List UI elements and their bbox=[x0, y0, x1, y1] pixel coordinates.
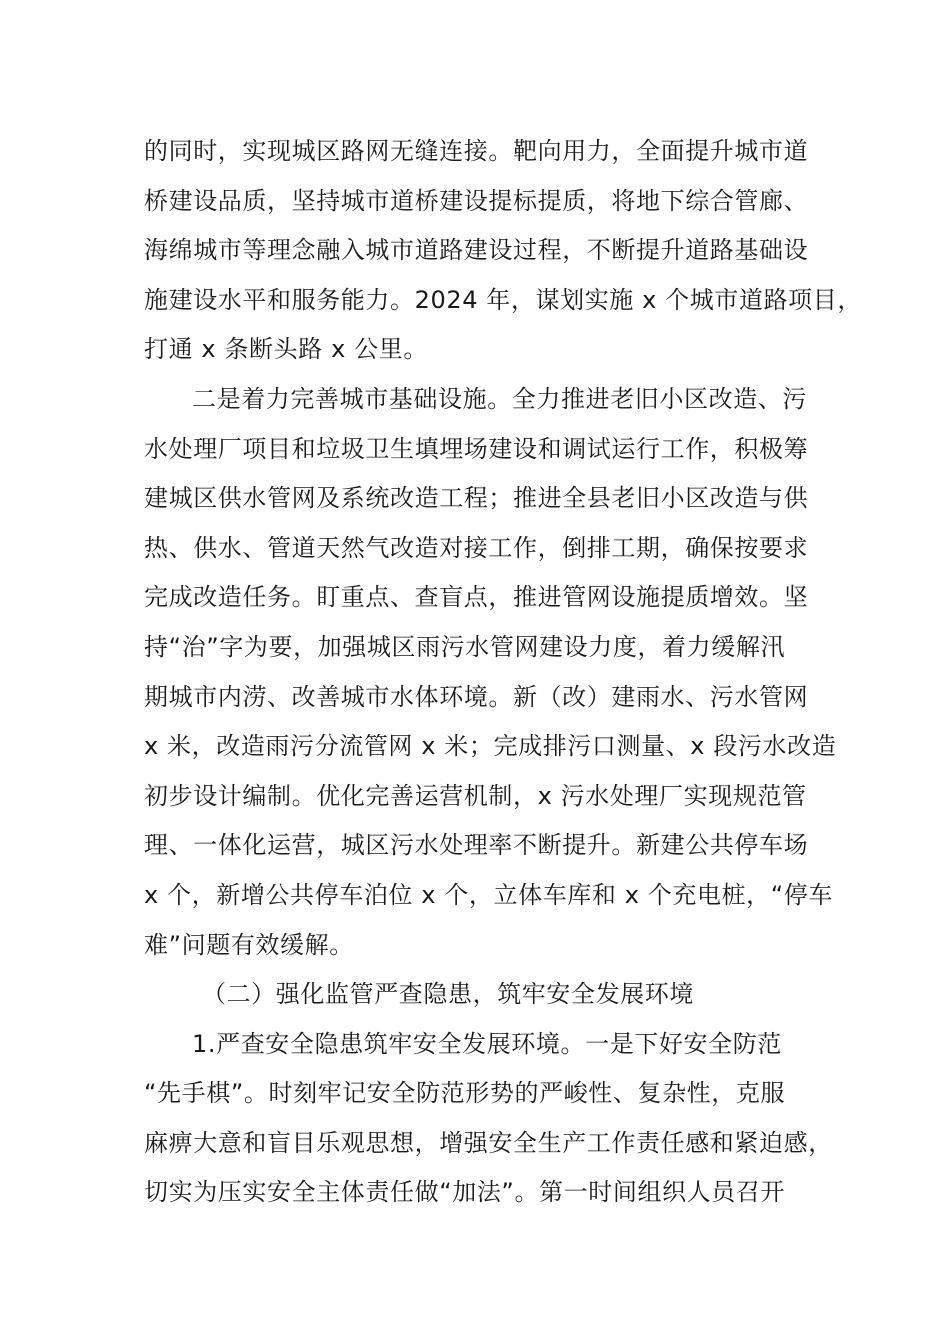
body-line-10: 完成改造任务。盯重点、查盲点，推进管网设施提质增效。坚 bbox=[144, 583, 809, 612]
body-line-16: x 个，新增公共停车泊位 x 个，立体车库和 x 个充电桩，“停车 bbox=[144, 880, 833, 909]
body-line-21: 麻痹大意和盲目乐观思想，增强安全生产工作责任感和紧迫感， bbox=[144, 1128, 833, 1157]
document-body bbox=[144, 127, 862, 1218]
body-line-7: 水处理厂项目和垃圾卫生填埋场建设和调试运行工作，积极筹 bbox=[144, 434, 809, 463]
body-line-13: x 米，改造雨污分流管网 x 米；完成排污口测量、x 段污水改造 bbox=[144, 732, 837, 761]
body-line-1: 的同时，实现城区路网无缝连接。靶向用力，全面提升城市道 bbox=[144, 137, 809, 165]
body-line-19: 1.严查安全隐患筑牢安全发展环境。一是下好安全防范 bbox=[192, 1029, 782, 1058]
body-line-20: “先手棋”。时刻牢记安全防范形势的严峻性、复杂性，克服 bbox=[144, 1079, 786, 1108]
body-line-11: 持“治”字为要，加强城区雨污水管网建设力度，着力缓解汛 bbox=[144, 632, 786, 661]
body-line-8: 建城区供水管网及系统改造工程；推进全县老旧小区改造与供 bbox=[144, 484, 809, 513]
body-line-2: 桥建设品质，坚持城市道桥建设提标提质，将地下综合管廊、 bbox=[144, 186, 809, 215]
body-line-5: 打通 x 条断头路 x 公里。 bbox=[144, 335, 428, 364]
body-line-4: 施建设水平和服务能力。2024 年，谋划实施 x 个城市道路项目， bbox=[144, 285, 862, 314]
body-line-15: 理、一体化运营，城区污水处理率不断提升。新建公共停车场 bbox=[144, 831, 809, 860]
body-line-6: 二是着力完善城市基础设施。全力推进老旧小区改造、污 bbox=[192, 384, 807, 413]
section-heading: （二）强化监管严查隐患，筑牢安全发展环境 bbox=[202, 980, 694, 1009]
body-line-17: 难”问题有效缓解。 bbox=[144, 930, 354, 959]
body-line-12: 期城市内涝、改善城市水体环境。新（改）建雨水、污水管网 bbox=[144, 682, 809, 711]
body-line-14: 初步设计编制。优化完善运营机制，x 污水处理厂实现规范管 bbox=[144, 781, 807, 810]
body-line-22: 切实为压实安全主体责任做“加法”。第一时间组织人员召开 bbox=[144, 1178, 786, 1207]
body-line-3: 海绵城市等理念融入城市道路建设过程，不断提升道路基础设 bbox=[144, 236, 809, 265]
body-line-9: 热、供水、管道天然气改造对接工作，倒排工期，确保按要求 bbox=[144, 533, 809, 562]
